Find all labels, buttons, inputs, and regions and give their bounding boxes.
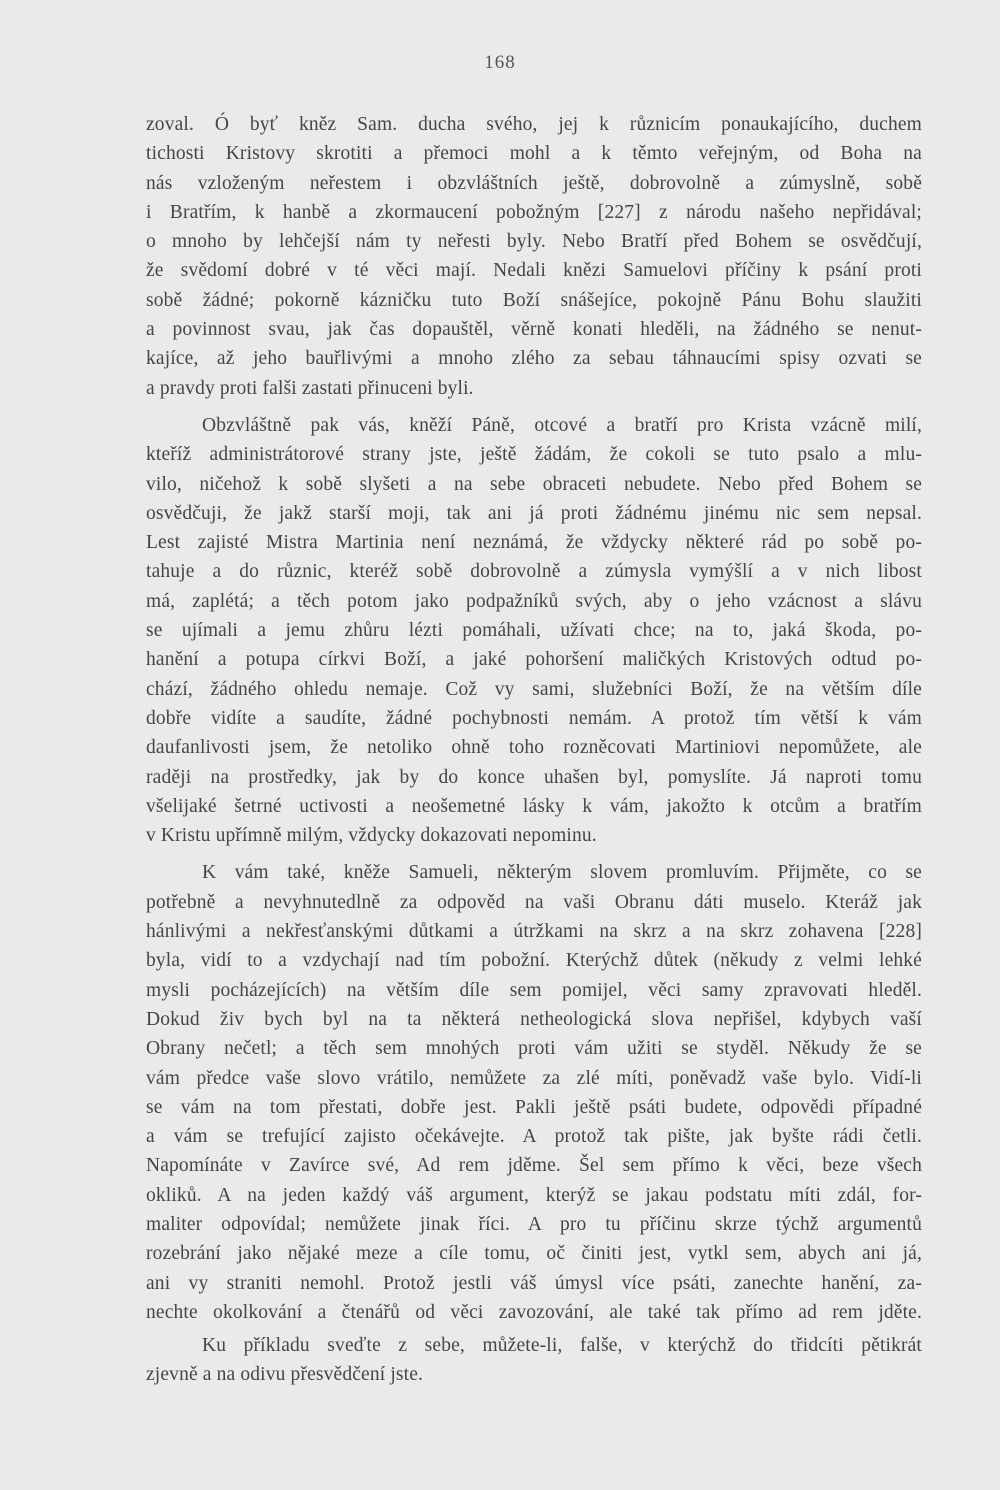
text-line: ani vy straniti nemohl. Protož jestli váš úmysl více psáti, zanechte hanění, za- bbox=[146, 1272, 922, 1294]
text-line: K vám také, kněže Samueli, některým slovem promluvím. Přijměte, co se bbox=[202, 862, 922, 884]
text-line: mysli pocházejících) na větším díle sem pomijel, věci samy zpravovati hleděl. bbox=[146, 979, 922, 1001]
text-line: Napomínáte v Zavírce své, Ad rem jděme. Šel sem přímo k věci, beze všech bbox=[146, 1155, 922, 1177]
text-line: Lest zajisté Mistra Martinia není neznámá, že vždycky některé rád po sobě po- bbox=[146, 532, 922, 554]
text-line: dobře vidíte a saudíte, žádné pochybnosti nemám. A protož tím větší k vám bbox=[146, 707, 922, 729]
paragraph-2 bbox=[146, 411, 922, 850]
text-line: tahuje a do různic, kteréž sobě dobrovolně a zúmysla vymýšlí a v nich libost bbox=[146, 561, 922, 583]
text-line: nechte okolkování a čtenářů od věci zavozování, ale také tak přímo ad rem jděte. bbox=[146, 1301, 922, 1323]
text-line: se vám na tom přestati, dobře jest. Pakli ještě psáti budete, odpovědi případné bbox=[146, 1096, 922, 1118]
text-line: a povinnost svau, jak čas dopauštěl, věrně konati hleděli, na žádného se nenut- bbox=[146, 319, 922, 341]
text-line: i Bratřím, k hanbě a zkormaucení pobožným [227] z národu našeho nepřidával; bbox=[146, 201, 922, 223]
text-line: raději na prostředky, jak by do konce uhašen byl, pomyslíte. Já naproti tomu bbox=[146, 766, 922, 788]
text-line: kteříž administrátorové strany jste, ještě žádám, že cokoli se tuto psalo a mlu- bbox=[146, 444, 922, 466]
text-line: Obrany nečetl; a těch sem mnohých proti vám užiti se styděl. Někudy že se bbox=[146, 1038, 922, 1060]
text-line: v Kristu upřímně milým, vždycky dokazovati nepominu. bbox=[146, 825, 597, 847]
text-line: Obzvláštně pak vás, kněží Páně, otcové a bratří pro Krista vzácně milí, bbox=[202, 414, 922, 436]
text-line: všelijaké šetrné uctivosti a neošemetné lásky k vám, jakožto k otcům a bratřím bbox=[146, 795, 922, 817]
text-line: byla, vidí to a vzdychají nad tím pobožní. Kterýchž důtek (někudy z velmi lehké bbox=[146, 950, 922, 972]
text-line: potřebně a nevyhnutedlně za odpověd na vaši Obranu dáti muselo. Kteráž jak bbox=[146, 891, 922, 913]
text-line: zjevně a na odivu přesvědčení jste. bbox=[146, 1364, 424, 1386]
page-number: 168 bbox=[484, 52, 516, 73]
text-line: tichosti Kristovy skrotiti a přemoci mohl a k těmto veřejným, od Boha na bbox=[146, 143, 922, 165]
text-line: chází, žádného ohledu nemaje. Což vy sami, služebníci Boží, že na větším díle bbox=[146, 678, 922, 700]
text-line: hanění a potupa církvi Boží, a jaké pohoršení maličkých Kristových odtud po- bbox=[146, 649, 922, 671]
text-line: se ujímali a jemu zhůru lézti pomáhali, užívati chce; na to, jaká škoda, po- bbox=[146, 620, 922, 642]
text-line: rozebrání jako nějaké meze a cíle tomu, oč činiti jest, vytkl sem, abych ani já, bbox=[146, 1243, 922, 1265]
text-line: hánlivými a nekřesťanskými důtkami a útržkami na skrz a na skrz zohavena [228] bbox=[146, 921, 922, 943]
text-line: osvědčuji, že jakž starší moji, tak ani já proti žádnému jinému nic sem nepsal. bbox=[146, 502, 922, 524]
text-line: o mnoho by lehčejší nám ty neřesti byly. Nebo Bratří před Bohem se osvědčují, bbox=[146, 231, 922, 253]
text-line: zoval. Ó byť kněz Sam. ducha svého, jej k různicím ponaukajícího, duchem bbox=[146, 114, 922, 135]
paragraph-3 bbox=[146, 858, 922, 1327]
text-line: vám předce vaše slovo vrátilo, nemůžete za zlé míti, poněvadž vaše bylo. Vidí-li bbox=[146, 1067, 922, 1089]
text-line: má, zaplétá; a těch potom jako podpažníků svých, aby o jeho vzácnost a slávu bbox=[146, 590, 922, 612]
text-line: sobě žádné; pokorně kázničku tuto Boží snášejíce, pokojně Pánu Bohu slaužiti bbox=[146, 289, 922, 311]
text-line: daufanlivosti jsem, že netoliko ohně toho rozněcovati Martiniovi nepomůžete, ale bbox=[146, 737, 922, 759]
text-line: okliků. A na jeden každý váš argument, kterýž se jakau podstatu míti zdál, for- bbox=[146, 1184, 922, 1206]
paragraph-1 bbox=[146, 110, 922, 403]
text-line: vilo, ničehož k sobě slyšeti a na sebe obraceti nebudete. Nebo před Bohem se bbox=[146, 473, 922, 495]
text-line: maliter odpovídal; nemůžete jinak říci. A pro tu příčinu skrze týchž argumentů bbox=[146, 1213, 922, 1235]
text-line: nás vzloženým neřestem i obzvláštních ještě, dobrovolně a zúmyslně, sobě bbox=[146, 172, 922, 194]
text-line: že svědomí dobré v té věci mají. Nedali knězi Samuelovi příčiny k psání proti bbox=[146, 260, 922, 282]
paragraph-4 bbox=[146, 1331, 922, 1390]
text-line: a vám se trefující zajisto očekávejte. A protož tak pište, jak byšte rádi četli. bbox=[146, 1126, 922, 1148]
text-line: Dokud živ bych byl na ta některá netheologická slova nepřišel, kdybych vaší bbox=[146, 1008, 922, 1030]
text-line: Ku příkladu sveďte z sebe, můžete-li, falše, v kterýchž do třidcíti pětikrát bbox=[202, 1335, 922, 1357]
text-line: a pravdy proti falši zastati přinuceni byli. bbox=[146, 377, 474, 399]
text-line: kajíce, až jeho bauřlivými a mnoho zlého za sebau táhnaucími spisy ozvati se bbox=[146, 348, 922, 370]
body-text bbox=[146, 110, 922, 1390]
